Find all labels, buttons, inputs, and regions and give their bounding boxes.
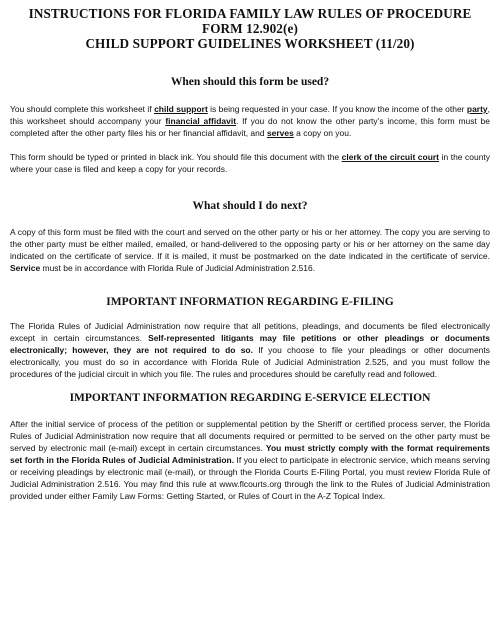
paragraph-what-next: A copy of this form must be filed with the court and served on the other party or his or her attorney. The copy you are serving to the other party must be either mailed, emailed, or hand-delivered to the opposing party or his or her attorney on the same day indicated on the certificate of service. If it is mailed, it must be postmarked on the date indicated in the certificate of service. Service must be in accordance with Florida Rule of Judicial Administration 2.516. — [10, 227, 490, 273]
paragraph-e-filing: The Florida Rules of Judicial Administration now require that all petitions, pleadings, and documents be filed electronically except in certain circumstances. Self-represented litigants may file petitions or other pleadings or documents electronically; however, they are not required to do so. If you choose to file your pleadings or other documents electronically, you must do so in accordance with Florida Rule of Judicial Administration 2.525, and you must follow the procedures of the judicial circuit in which you file. The rules and procedures should be carefully read and followed. — [10, 321, 490, 379]
heading-e-filing: IMPORTANT INFORMATION REGARDING E-FILING — [106, 296, 394, 308]
title-line-2: FORM 12.902(e) — [202, 21, 298, 36]
self-represented-note: Self-represented litigants may file petitions or other pleadings or documents electronically; however, they are not required to do so. — [10, 333, 490, 355]
document-title — [10, 6, 490, 51]
title-line-1: INSTRUCTIONS FOR FLORIDA FAMILY LAW RULES OF PROCEDURE — [28, 6, 472, 21]
link-clerk-of-circuit-court[interactable]: clerk of the circuit court — [341, 152, 440, 162]
link-party[interactable]: party — [466, 104, 488, 114]
heading-e-service: IMPORTANT INFORMATION REGARDING E-SERVICE ELECTION — [69, 392, 431, 404]
title-line-3: CHILD SUPPORT GUIDELINES WORKSHEET (11/20) — [85, 36, 415, 51]
heading-what-next: What should I do next? — [192, 200, 308, 212]
link-financial-affidavit[interactable]: financial affidavit — [165, 116, 237, 126]
heading-when-used: When should this form be used? — [170, 76, 330, 88]
paragraph-when-used-2: This form should be typed or printed in black ink. You should file this document with the clerk of the circuit court in the county where your case is filed and keep a copy for your records. — [10, 152, 491, 174]
service-term: Service — [10, 263, 41, 273]
paragraph-when-used-1: You should complete this worksheet if child support is being requested in your case. If you know the income of the other party, this worksheet should accompany your financial affidavit. If you do not know the other party’s income, this form must be completed after the other party files his or her financial affidavit, and serves a copy on you. — [10, 104, 490, 138]
paragraph-e-service: After the initial service of process of the petition or supplemental petition by the Sheriff or certified process server, the Florida Rules of Judicial Administration now require that all documents required or permitted to be served on the other party must be served by electronic mail (e-mail) except in certain circumstances. You must strictly comply with the format requirements set forth in the Florida Rules of Judicial Administration. If you elect to participate in electronic service, which means serving or receiving pleadings by electronic mail (e-mail), or through the Florida Courts E-Filing Portal, you must review Florida Rule of Judicial Administration 2.516. You may find this rule at www.flcourts.org through the link to the Rules of Judicial Administration provided under either Family Law Forms: Getting Started, or Rules of Court in the A-Z Topical Index. — [10, 419, 490, 501]
format-requirements-note: You must strictly comply with the format requirements set forth in the Florida Rules of Judicial Administration. — [10, 443, 490, 465]
link-serves[interactable]: serves — [266, 128, 294, 138]
link-child-support[interactable]: child support — [154, 104, 208, 114]
